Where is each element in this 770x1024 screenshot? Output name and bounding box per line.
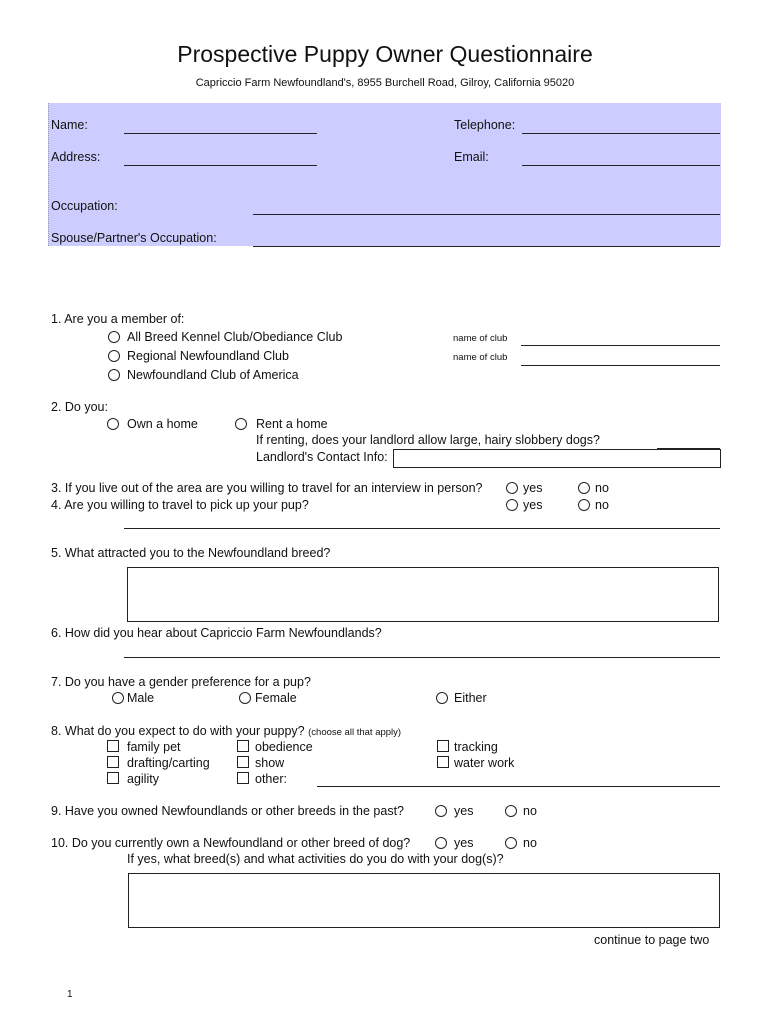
q10-no-label: no [523, 836, 537, 850]
spouse-occupation-label: Spouse/Partner's Occupation: [51, 231, 217, 245]
show-checkbox[interactable] [237, 756, 249, 768]
email-label: Email: [454, 150, 489, 164]
q3-yes-label: yes [523, 481, 543, 495]
tracking-checkbox[interactable] [437, 740, 449, 752]
name-label: Name: [51, 118, 88, 132]
q1-radio-regional[interactable] [108, 350, 120, 362]
q10-text: 10. Do you currently own a Newfoundland or other breed of dog? [51, 836, 411, 850]
landlord-label: Landlord's Contact Info: [256, 450, 388, 464]
club-name-field-1[interactable] [521, 345, 720, 346]
contact-section [48, 103, 721, 246]
agility-checkbox[interactable] [107, 772, 119, 784]
either-radio[interactable] [436, 692, 448, 704]
q10-no-radio[interactable] [505, 837, 517, 849]
q8-option: show [255, 756, 285, 770]
q4-text: 4. Are you willing to travel to pick up your pup? [51, 498, 309, 512]
telephone-label: Telephone: [454, 118, 516, 132]
q10-answer-field[interactable] [128, 873, 720, 928]
q9-yes-radio[interactable] [435, 805, 447, 817]
renting-question: If renting, does your landlord allow large, hairy slobbery dogs? [256, 433, 600, 447]
q3-no-radio[interactable] [578, 482, 590, 494]
q6-field[interactable] [124, 657, 720, 658]
q5-text: 5. What attracted you to the Newfoundland breed? [51, 546, 331, 560]
email-field[interactable] [522, 165, 720, 166]
q3-no-label: no [595, 481, 609, 495]
q10-followup: If yes, what breed(s) and what activities do you do with your dog(s)? [127, 852, 504, 866]
occupation-field[interactable] [253, 214, 720, 215]
address-label: Address: [51, 150, 101, 164]
female-radio[interactable] [239, 692, 251, 704]
q1-option: Regional Newfoundland Club [127, 349, 289, 363]
q10-yes-radio[interactable] [435, 837, 447, 849]
q8-option: water work [454, 756, 515, 770]
page-title: Prospective Puppy Owner Questionnaire [177, 41, 593, 67]
q9-no-radio[interactable] [505, 805, 517, 817]
obedience-checkbox[interactable] [237, 740, 249, 752]
male-radio[interactable] [112, 692, 124, 704]
q1-option: Newfoundland Club of America [127, 368, 299, 382]
name-field[interactable] [124, 133, 317, 134]
drafting-checkbox[interactable] [107, 756, 119, 768]
q3-text: 3. If you live out of the area are you willing to travel for an interview in person? [51, 481, 483, 495]
q9-yes-label: yes [454, 804, 474, 818]
q2-text: 2. Do you: [51, 400, 108, 414]
q8-option: obedience [255, 740, 313, 754]
club-name-label: name of club [453, 352, 508, 363]
club-name-field-2[interactable] [521, 365, 720, 366]
continue-note: continue to page two [594, 933, 710, 947]
q8-option: drafting/carting [127, 756, 210, 770]
telephone-field[interactable] [522, 133, 720, 134]
q8-option: agility [127, 772, 159, 786]
q3-yes-radio[interactable] [506, 482, 518, 494]
male-label: Male [127, 691, 155, 705]
q1-radio-nca[interactable] [108, 369, 120, 381]
q4-yes-radio[interactable] [506, 499, 518, 511]
q6-text: 6. How did you hear about Capriccio Farm Newfoundlands? [51, 626, 382, 640]
spouse-occupation-field[interactable] [253, 246, 720, 247]
q4-yes-label: yes [523, 498, 543, 512]
q1-text: 1. Are you a member of: [51, 312, 185, 326]
q4-no-label: no [595, 498, 609, 512]
family-pet-checkbox[interactable] [107, 740, 119, 752]
other-field[interactable] [317, 786, 720, 787]
rent-home-label: Rent a home [256, 417, 328, 431]
water-work-checkbox[interactable] [437, 756, 449, 768]
other-checkbox[interactable] [237, 772, 249, 784]
q8-option: other: [255, 772, 287, 786]
q9-no-label: no [523, 804, 537, 818]
club-name-label: name of club [453, 333, 508, 344]
q8-question: 8. What do you expect to do with your puppy? [51, 724, 305, 738]
subtitle: Capriccio Farm Newfoundland's, 8955 Burchell Road, Gilroy, California 95020 [195, 77, 575, 89]
address-field[interactable] [124, 165, 317, 166]
female-label: Female [255, 691, 297, 705]
page-number: 1 [67, 989, 73, 1000]
either-label: Either [454, 691, 487, 705]
own-home-radio[interactable] [107, 418, 119, 430]
landlord-contact-field[interactable] [393, 449, 721, 468]
q1-option: All Breed Kennel Club/Obediance Club [127, 330, 343, 344]
q9-text: 9. Have you owned Newfoundlands or other breeds in the past? [51, 804, 405, 818]
q8-option: family pet [127, 740, 181, 754]
q8-hint: (choose all that apply) [308, 727, 402, 738]
q4-field[interactable] [124, 528, 720, 529]
own-home-label: Own a home [127, 417, 198, 431]
q1-radio-allbreed[interactable] [108, 331, 120, 343]
q8-option: tracking [454, 740, 498, 754]
q10-yes-label: yes [454, 836, 474, 850]
q5-answer-field[interactable] [127, 567, 719, 622]
rent-home-radio[interactable] [235, 418, 247, 430]
q8-text [51, 725, 401, 738]
q7-text: 7. Do you have a gender preference for a pup? [51, 675, 311, 689]
occupation-label: Occupation: [51, 199, 118, 213]
q4-no-radio[interactable] [578, 499, 590, 511]
